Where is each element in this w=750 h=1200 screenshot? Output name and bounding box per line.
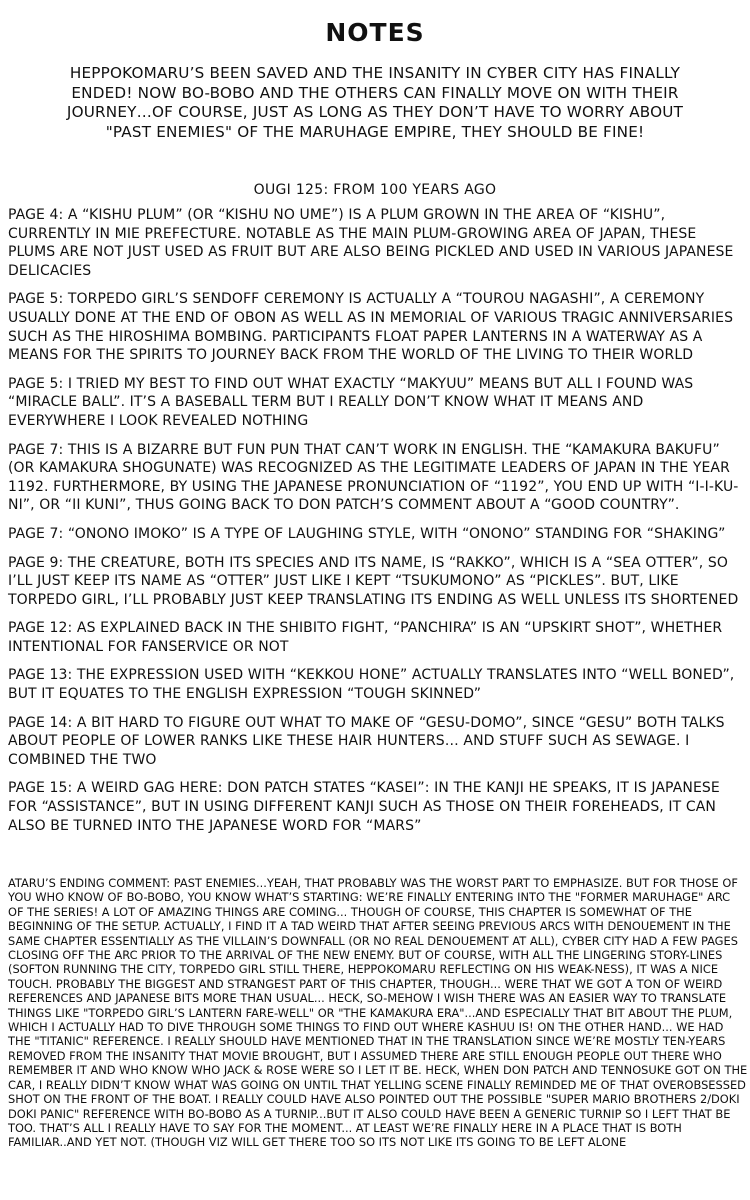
page-title: NOTES xyxy=(325,18,425,47)
note-page-7-onono: PAGE 7: “ONONO IMOKO” IS A TYPE OF LAUGHING STYLE, WITH “ONONO” STANDING FOR “SHAKING” xyxy=(8,525,726,542)
note-page-5-makyuu: PAGE 5: I TRIED MY BEST TO FIND OUT WHAT EXACTLY “MAKYUU” MEANS BUT ALL I FOUND WAS “MIRACLE BALL”. IT’S A BASEBALL TERM BUT I REALLY DON’T KNOW WHAT IT MEANS AND EVERYWHERE I LOOK REVEALED NOTHING xyxy=(8,375,694,429)
note-page-7-kamakura: PAGE 7: THIS IS A BIZARRE BUT FUN PUN THAT CAN’T WORK IN ENGLISH. THE “KAMAKURA BAKUFU” (OR KAMAKURA SHOGUNATE) WAS RECOGNIZED AS THE LEGITIMATE LEADERS OF JAPAN IN THE YEAR 1192. FURTHERMORE, BY USING THE JAPANESE PRONUNCIATION OF “1192”, YOU END UP WITH “I-I-KU-NI”, OR “II KUNI”, THUS GOING BACK TO DON PATCH’S COMMENT ABOUT A “GOOD COUNTRY”. xyxy=(8,441,739,514)
note-page-5-lanterns: PAGE 5: TORPEDO GIRL’S SENDOFF CEREMONY IS ACTUALLY A “TOUROU NAGASHI”, A CEREMONY USUALLY DONE AT THE END OF OBON AS WELL AS IN MEMORIAL OF VARIOUS TRAGIC ANNIVERSARIES SUCH AS THE HIROSHIMA BOMBING. PARTICIPANTS FLOAT PAPER LANTERNS IN A WATERWAY AS A MEANS FOR THE SPIRITS TO JOURNEY BACK FROM THE WORLD OF THE LIVING TO THEIR WORLD xyxy=(8,291,734,364)
chapter-heading: OUGI 125: FROM 100 YEARS AGO xyxy=(253,182,497,198)
intro-paragraph: HEPPOKOMARU’S BEEN SAVED AND THE INSANITY IN CYBER CITY HAS FINALLY ENDED! NOW BO-BOBO AND THE OTHERS CAN FINALLY MOVE ON WITH THEIR JOURNEY…OF COURSE, JUST AS LONG AS THEY DON’T HAVE TO WORRY ABOUT "PAST ENEMIES" OF THE MARUHAGE EMPIRE, THEY SHOULD BE FINE! xyxy=(66,64,684,141)
note-page-15: PAGE 15: A WEIRD GAG HERE: DON PATCH STATES “KASEI”: IN THE KANJI HE SPEAKS, IT IS JAPANESE FOR “ASSISTANCE”, BUT IN USING DIFFERENT KANJI SUCH AS THOSE ON THEIR FOREHEADS, IT CAN ALSO BE TURNED INTO THE JAPANESE WORD FOR “MARS” xyxy=(8,780,720,834)
notes-list xyxy=(8,206,744,845)
ending-comment: ATARU’S ENDING COMMENT: PAST ENEMIES...YEAH, THAT PROBABLY WAS THE WORST PART TO EMPHASIZE. BUT FOR THOSE OF YOU WHO KNOW OF BO-BOBO, YOU KNOW WHAT’S STARTING: WE’RE FINALLY ENTERING INTO THE "FORMER MARUHAGE" ARC OF THE SERIES! A LOT OF AMAZING THINGS ARE COMING... THOUGH OF COURSE, THIS CHAPTER IS SOMEWHAT OF THE BEGINNING OF THE SETUP. ACTUALLY, I FIND IT A TAD WEIRD THAT AFTER SEEING PREVIOUS ARCS WITH DENOUEMENT IN THE SAME CHAPTER ESSENTIALLY AS THE VILLAIN’S DOWNFALL (OR NO REAL DENOUEMENT AT ALL), CYBER CITY HAD A FEW PAGES CLOSING OFF THE ARC PRIOR TO THE ARRIVAL OF THE NEW ENEMY. BUT OF COURSE, WITH ALL THE LINGERING STORY-LINES (SOFTON RUNNING THE CITY, TORPEDO GIRL STILL THERE, HEPPOKOMARU REFLECTING ON HIS WEAK-NESS), IT WAS A NICE TOUCH. PROBABLY THE BIGGEST AND STRANGEST PART OF THIS CHAPTER, THOUGH... WERE THAT WE GOT A TON OF WEIRD REFERENCES AND JAPANESE BITS MORE THAN USUAL... HECK, SO-MEHOW I WISH THERE WAS AN EASIER WAY TO TRANSLATE THINGS LIKE "TORPEDO GIRL’S LANTERN FARE-WELL" OR "THE KAMAKURA ERA"...AND ESPECIALLY THAT BIT ABOUT THE PLUM, WHICH I ACTUALLY HAD TO DIVE THROUGH SOME THINGS TO FIND OUT WHERE KASHUU IS! ON THE OTHER HAND... WE HAD THE "TITANIC" REFERENCE. I REALLY SHOULD HAVE MENTIONED THAT IN THE TRANSLATION SINCE WE’RE MOSTLY TEN-YEARS REMOVED FROM THE INSANITY THAT MOVIE BROUGHT, BUT I ASSUMED THERE ARE STILL ENOUGH PEOPLE OUT THERE WHO REMEMBER IT AND WHO KNOW WHO JACK & ROSE WERE SO I LET IT BE. HECK, WHEN DON PATCH AND TENNOSUKE GOT ON THE CAR, I REALLY DIDN’T KNOW WHAT WAS GOING ON UNTIL THAT YELLING SCENE FINALLY REMINDED ME OF THAT OVEROBSESSED SHOT ON THE FRONT OF THE BOAT. I REALLY COULD HAVE ALSO POINTED OUT THE POSSIBLE "SUPER MARIO BROTHERS 2/DOKI DOKI PANIC" REFERENCE WITH BO-BOBO AS A TURNIP...BUT IT ALSO COULD HAVE BEEN A GENERIC TURNIP SO I LEFT THAT BE TOO. THAT’S ALL I REALLY HAVE TO SAY FOR THE MOMENT... AT LEAST WE’RE FINALLY HERE IN A PLACE THAT IS BOTH FAMILIAR..AND YET NOT. (THOUGH VIZ WILL GET THERE TOO SO ITS NOT LIKE ITS GOING TO BE LEFT ALONE xyxy=(8,876,748,1150)
note-page-9: PAGE 9: THE CREATURE, BOTH ITS SPECIES AND ITS NAME, IS “RAKKO”, WHICH IS A “SEA OTTER”, SO I’LL JUST KEEP ITS NAME AS “OTTER” JUST LIKE I KEPT “TSUKUMONO” AS “PICKLES”. BUT, LIKE TORPEDO GIRL, I’LL PROBABLY JUST KEEP TRANSLATING ITS ENDING AS WELL UNLESS ITS SHORTENED xyxy=(8,554,739,608)
note-page-12: PAGE 12: AS EXPLAINED BACK IN THE SHIBITO FIGHT, “PANCHIRA” IS AN “UPSKIRT SHOT”, WHETHER INTENTIONAL FOR FANSERVICE OR NOT xyxy=(8,620,723,655)
note-page-4: PAGE 4: A “KISHU PLUM” (OR “KISHU NO UME”) IS A PLUM GROWN IN THE AREA OF “KISHU”, CURRENTLY IN MIE PREFECTURE. NOTABLE AS THE MAIN PLUM-GROWING AREA OF JAPAN, THESE PLUMS ARE NOT JUST USED AS FRUIT BUT ARE ALSO BEING PICKLED AND USED IN VARIOUS JAPANESE DELICACIES xyxy=(8,207,734,279)
note-page-14: PAGE 14: A BIT HARD TO FIGURE OUT WHAT TO MAKE OF “GESU-DOMO”, SINCE “GESU” BOTH TALKS ABOUT PEOPLE OF LOWER RANKS LIKE THESE HAIR HUNTERS… AND STUFF SUCH AS SEWAGE. I COMBINED THE TWO xyxy=(8,714,725,768)
note-page-13: PAGE 13: THE EXPRESSION USED WITH “KEKKOU HONE” ACTUALLY TRANSLATES INTO “WELL BONED”, BUT IT EQUATES TO THE ENGLISH EXPRESSION “TOUGH SKINNED” xyxy=(8,667,735,703)
